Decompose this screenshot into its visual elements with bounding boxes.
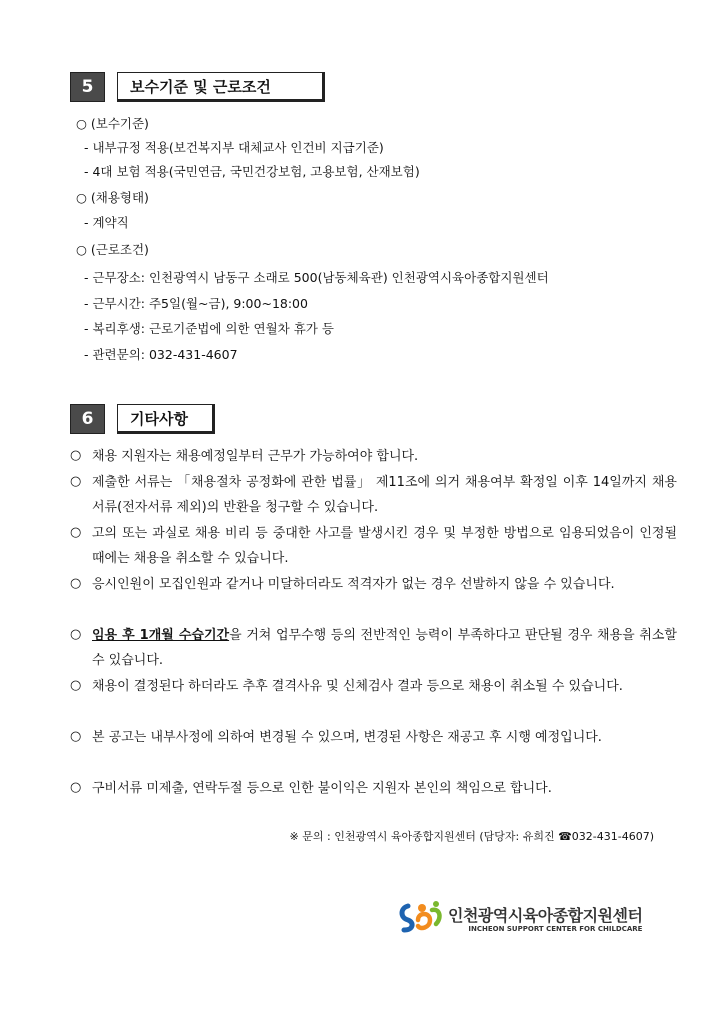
item-bullet: ○ [70, 576, 82, 591]
item-bullet: ○ [70, 729, 82, 744]
section-6-header [70, 404, 215, 434]
s5-line-1: ○ (보수기준) [76, 116, 149, 131]
s5-line-3: - 4대 보험 적용(국민연금, 국민건강보험, 고용보험, 산재보험) [84, 164, 420, 179]
item-bullet: ○ [70, 627, 82, 642]
s5-line-5: - 계약직 [84, 215, 129, 230]
item-bullet: ○ [70, 474, 82, 489]
s5-line-2: - 내부규정 적용(보건복지부 대체교사 인건비 지급기준) [84, 140, 384, 155]
inquiry-contact: ※ 문의 : 인천광역시 육아종합지원센터 (담당자: 유희진 ☎032-431-4607) [289, 830, 654, 843]
probation-rest: 을 거쳐 업무수행 등의 전반적인 능력이 부족하다고 판단될 경우 채용을 취소할 수 있습니다. [92, 628, 677, 668]
section-6-title: 기타사항 [117, 404, 215, 434]
probation-emphasis: 임용 후 1개월 수습기간 [92, 628, 230, 643]
logo-english: INCHEON SUPPORT CENTER FOR CHILDCARE [468, 925, 643, 933]
logo-mark-icon [398, 900, 442, 936]
notice-item-text: 제출한 서류는 「채용절차 공정화에 관한 법률」 제11조에 의거 채용여부 확정일 이후 14일까지 채용서류(전자서류 제외)의 반환을 청구할 수 있습니다. [92, 475, 677, 515]
logo-text [448, 903, 642, 933]
item-bullet: ○ [70, 780, 82, 795]
logo-korean: 인천광역시육아종합지원센터 [448, 906, 643, 925]
notice-item-text: 응시인원이 모집인원과 같거나 미달하더라도 적격자가 없는 경우 선발하지 않을 수 있습니다. [92, 577, 615, 592]
s5-line-10: - 관련문의: 032-431-4607 [84, 347, 238, 362]
s5-line-8: - 근무시간: 주5일(월~금), 9:00~18:00 [84, 296, 308, 311]
notice-item-text: 본 공고는 내부사정에 의하여 변경될 수 있으며, 변경된 사항은 재공고 후 시행 예정입니다. [92, 730, 602, 745]
notice-item-text: 채용 지원자는 채용예정일부터 근무가 가능하여야 합니다. [92, 449, 419, 464]
section-5-number: 5 [70, 72, 105, 102]
s5-line-9: - 복리후생: 근로기준법에 의한 연월차 휴가 등 [84, 321, 334, 336]
item-bullet: ○ [70, 678, 82, 693]
notice-item-text: 고의 또는 과실로 채용 비리 등 중대한 사고를 발생시킨 경우 및 부정한 방법으로 임용되었음이 인정될 때에는 채용을 취소할 수 있습니다. [92, 526, 677, 566]
section-6-number: 6 [70, 404, 105, 434]
section-5-title: 보수기준 및 근로조건 [117, 72, 325, 102]
s5-line-6: ○ (근로조건) [76, 242, 149, 257]
s5-line-7: - 근무장소: 인천광역시 남동구 소래로 500(남동체육관) 인천광역시육아종합지원센터 [84, 270, 549, 285]
notice-item-text: 채용이 결정된다 하더라도 추후 결격사유 및 신체검사 결과 등으로 채용이 취소될 수 있습니다. [92, 679, 623, 694]
s5-line-4: ○ (채용형태) [76, 190, 149, 205]
section-5-header [70, 72, 325, 102]
item-bullet: ○ [70, 448, 82, 463]
notice-item-text: 구비서류 미제출, 연락두절 등으로 인한 불이익은 지원자 본인의 책임으로 합니다. [92, 781, 552, 796]
center-logo [398, 900, 642, 936]
notice-item-text [92, 623, 677, 673]
item-bullet: ○ [70, 525, 82, 540]
